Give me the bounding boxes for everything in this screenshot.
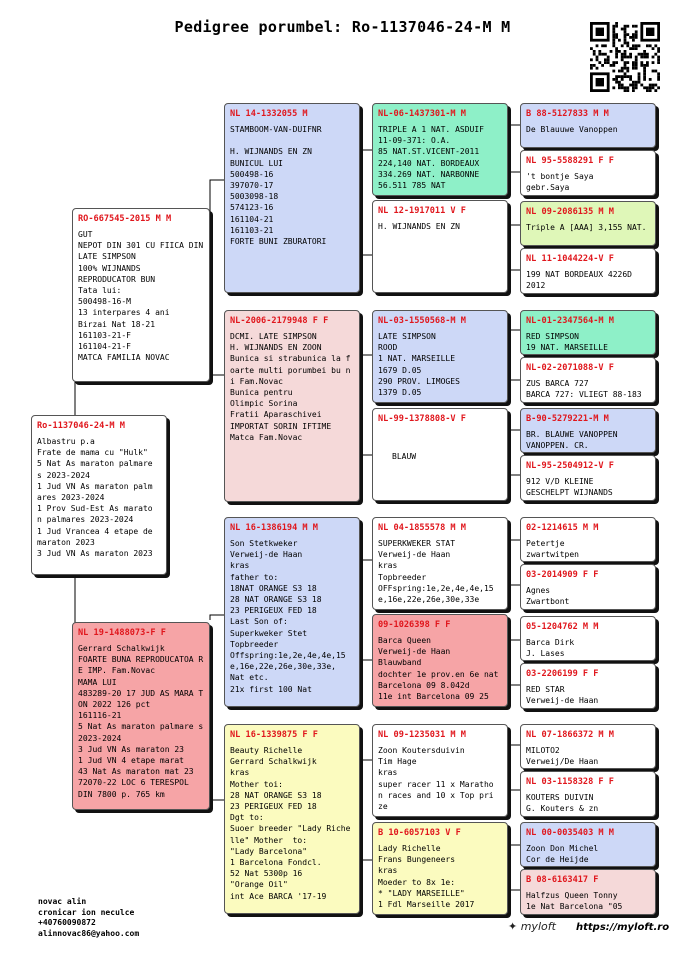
website-link[interactable]: https://myloft.ro <box>576 922 670 933</box>
card-details: Barca Dirk J. Lases <box>526 638 575 659</box>
pedigree-card-g3-5[interactable] <box>372 517 508 610</box>
pedigree-card-dam[interactable] <box>72 622 210 810</box>
card-details: RED STAR Verweij-de Haan <box>526 685 599 706</box>
pedigree-card-g3-4[interactable] <box>372 408 508 501</box>
pedigree-card-sd[interactable] <box>224 310 360 502</box>
brand-logo <box>508 920 556 933</box>
card-details: Halfzus Queen Tonny 1e Nat Barcelona "05 <box>526 891 623 912</box>
ring-number: NL 04-1855578 M M <box>378 523 466 533</box>
ring-number: NL-2006-2179948 F F <box>230 316 329 326</box>
pedigree-card-g4-3[interactable] <box>520 201 656 246</box>
pedigree-card-g4-9[interactable] <box>520 517 656 562</box>
ring-number: NL 11-1044224-V F <box>526 254 614 264</box>
pedigree-card-g4-7[interactable] <box>520 408 656 453</box>
ring-number: NL-01-2347564-M M <box>526 316 614 326</box>
brand-name: myloft <box>520 920 556 933</box>
card-details: Zoon Don Michel Cor de Heijde <box>526 844 599 865</box>
owner-name: novac alin <box>38 897 87 906</box>
ring-number: 03-2014909 F F <box>526 570 599 580</box>
pedigree-card-g4-5[interactable] <box>520 310 656 355</box>
card-details: STAMBOOM-VAN-DUIFNR H. WIJNANDS EN ZN BUNICUL LUI 500498-16 397070-17 5003098-18 574123-16 161104-21 161103-21 FORTE BUNI ZBURATORI <box>230 125 327 247</box>
card-details: Triple A [AAA] 3,155 NAT. <box>526 223 647 232</box>
ring-number: 02-1214615 M M <box>526 523 599 533</box>
pedigree-card-g4-13[interactable] <box>520 724 656 769</box>
ring-number: 09-1026398 F F <box>378 620 451 630</box>
ring-number: NL-03-1550568-M M <box>378 316 466 326</box>
ring-number: NL 07-1866372 M M <box>526 730 614 740</box>
owner-contact <box>38 897 139 939</box>
pedigree-card-g4-1[interactable] <box>520 103 656 148</box>
pedigree-card-ss[interactable] <box>224 103 360 293</box>
card-details: Son Stetkweker Verweij-de Haan kras father to: 18NAT ORANGE S3 18 28 NAT ORANGE S3 18 23 PERIGEUX FED 18 Last Son of: Superkweker Stet Topbreeder Offspring:1e,2e,4e,4e,15 e,16e,22e,26e,30e,33e, Nat etc. 21x first 100 Nat <box>230 539 346 694</box>
ring-number: NL 03-1158328 F F <box>526 777 614 787</box>
card-details: TRIPLE A 1 NAT. ASDUIF 11-09-371: O.A. 85 NAT.ST.VICENT-2011 224,140 NAT. BORDEAUX 334.269 NAT. NARBONNE 56.511 785 NAT <box>378 125 484 191</box>
pedigree-card-g4-6[interactable] <box>520 357 656 403</box>
owner-email[interactable]: alinnovac86@yahoo.com <box>38 928 140 938</box>
pedigree-card-sire[interactable] <box>72 208 210 382</box>
ring-number: NL-06-1437301-M M <box>378 109 466 119</box>
pedigree-card-ds[interactable] <box>224 517 360 707</box>
page-title: Pedigree porumbel: Ro-1137046-24-M M <box>174 18 511 36</box>
pedigree-card-dd[interactable] <box>224 724 360 914</box>
card-details: 199 NAT BORDEAUX 4226D 2012 <box>526 270 632 291</box>
ring-number: NL 12-1917011 V F <box>378 206 466 216</box>
pedigree-card-g4-15[interactable] <box>520 822 656 867</box>
ring-number: B 88-5127833 M M <box>526 109 609 119</box>
ring-number: Ro-1137046-24-M M <box>37 421 125 431</box>
ring-number: NL 09-2086135 M M <box>526 207 614 217</box>
owner-phone: +40760090872 <box>38 918 96 927</box>
card-details: Lady Richelle Frans Bungeneers kras Moeder to 8x 1e: * "LADY MARSEILLE" 1 Fdl Marseille 2017 <box>378 844 475 910</box>
pedigree-card-g4-8[interactable] <box>520 455 656 501</box>
ring-number: NL-99-1378808-V F <box>378 414 466 424</box>
pedigree-card-g4-16[interactable] <box>520 869 656 915</box>
card-details: ZUS BARCA 727 BARCA 727: VLIEGT 88-183 <box>526 379 642 400</box>
ring-number: 03-2206199 F F <box>526 669 599 679</box>
card-details: Agnes Zwartbont <box>526 586 570 607</box>
pigeon-icon: ✦ <box>508 920 518 933</box>
card-details: Albastru p.a Frate de mama cu "Hulk" 5 Nat As maraton palmare s 2023-2024 1 Jud VN As maraton palm ares 2023-2024 1 Prov Sud-Est As marato n palmares 2023-2024 1 Jud Vrancea 4 etape de maraton 2023 3 Jud VN As maraton 2023 <box>37 437 153 559</box>
pedigree-card-g4-11[interactable] <box>520 616 656 661</box>
ring-number: NL 14-1332055 M <box>230 109 308 119</box>
card-details: SUPERKWEKER STAT Verweij-de Haan kras Topbreeder OFFspring:1e,2e,4e,4e,15e,16e,22e,26e,30e,33e <box>378 539 494 605</box>
card-details: Petertje zwartwitpen <box>526 539 579 560</box>
pedigree-card-g3-1[interactable] <box>372 103 508 196</box>
ring-number: 05-1204762 M M <box>526 622 599 632</box>
card-details: MILOTO2 Verweij/De Haan <box>526 746 599 767</box>
pedigree-card-g3-6[interactable] <box>372 614 508 707</box>
pedigree-card-g4-2[interactable] <box>520 150 656 196</box>
ring-number: NL 16-1339875 F F <box>230 730 318 740</box>
card-details: LATE SIMPSON ROOD 1 NAT. MARSEILLE 1679 D.05 290 PROV. LIMOGES 1379 D.05 <box>378 332 460 398</box>
card-details: GUT NEPOT DIN 301 CU FIICA DIN LATE SIMPSON 100% WIJNANDS REPRODUCATOR BUN Tata lui: 500498-16-M 13 interpares 4 ani Birzai Nat 18-21 161103-21-F 161104-21-F MATCA FAMILIA NOVAC <box>78 230 204 363</box>
pedigree-card-g4-4[interactable] <box>520 248 656 294</box>
card-details: Barca Queen Verweij-de Haan Blauwband dochter 1e prov.en 6e nat Barcelona 09 8.042d 11e int Barcelona 09 25 <box>378 636 499 702</box>
pedigree-card-g4-14[interactable] <box>520 771 656 817</box>
card-details: 912 V/D KLEINE GESCHELPT WIJNANDS <box>526 477 613 498</box>
pedigree-card-g3-8[interactable] <box>372 822 508 915</box>
card-details: DCMI. LATE SIMPSON H. WIJNANDS EN ZOON Bunica si strabunica la foarte multi porumbei bu ni Fam.Novac Bunica pentru Olimpic Sorina Fratii Aparaschivei IMPORTAT SORIN IFTIME Matca Fam.Novac <box>230 332 351 442</box>
ring-number: NL 16-1386194 M M <box>230 523 318 533</box>
card-details: Gerrard Schalkwijk FOARTE BUNA REPRODUCATOA RE IMP. Fam.Novac MAMA LUI 483289-20 17 JUD AS MARA TON 2022 126 pct 161116-21 5 Nat As maraton palmare s 2023-2024 3 Jud VN As maraton 23 1 Jud VN 4 etape marat 43 Nat As maraton mat 23 72070-22 LOC 6 TERESPOL DIN 7800 p. 765 km <box>78 644 204 799</box>
card-details: Beauty Richelle Gerrard Schalkwijk kras Mother toi: 28 NAT ORANGE S3 18 23 PERIGEUX FED 18 Dgt to: Suoer breeder "Lady Richelle" Mother to: "Lady Barcelona" 1 Barcelona Fondcl. 52 Nat 5300p 16 "Orange Oil" int Ace BARCA '17-19 <box>230 746 351 901</box>
card-details: KOUTERS DUIVIN G. Kouters & zn <box>526 793 599 814</box>
ring-number: NL 00-0035403 M M <box>526 828 614 838</box>
ring-number: B 08-6163417 F <box>526 875 599 885</box>
pedigree-card-g4-12[interactable] <box>520 663 656 709</box>
card-details: 't bontje Saya gebr.Saya <box>526 172 594 193</box>
owner-address: cronicar ion neculce <box>38 907 135 917</box>
ring-number: NL-02-2071088-V F <box>526 363 614 373</box>
card-details: De Blauuwe Vanoppen <box>526 125 618 134</box>
card-details: BR. BLAUWE VANOPPEN VANOPPEN. CR. <box>526 430 618 451</box>
card-details: BLAUW <box>392 452 417 462</box>
ring-number: NL 95-5588291 F F <box>526 156 614 166</box>
pedigree-card-g3-2[interactable] <box>372 200 508 293</box>
ring-number: NL 19-1488073-F F <box>78 628 166 638</box>
pedigree-card-subject[interactable] <box>31 415 167 575</box>
card-details: H. WIJNANDS EN ZN <box>378 222 460 231</box>
card-details: RED SIMPSON 19 NAT. MARSEILLE <box>526 332 608 353</box>
ring-number: NL-95-2504912-V F <box>526 461 614 471</box>
ring-number: RO-667545-2015 M M <box>78 214 172 224</box>
pedigree-card-g3-3[interactable] <box>372 310 508 403</box>
pedigree-card-g4-10[interactable] <box>520 564 656 610</box>
pedigree-card-g3-7[interactable] <box>372 724 508 817</box>
ring-number: B-90-5279221-M M <box>526 414 609 424</box>
card-details: Zoon Koutersduivin Tim Hage kras super racer 11 x Maratho n races and 10 x Top pri ze <box>378 746 494 812</box>
ring-number: NL 09-1235031 M M <box>378 730 466 740</box>
ring-number: B 10-6057103 V F <box>378 828 461 838</box>
